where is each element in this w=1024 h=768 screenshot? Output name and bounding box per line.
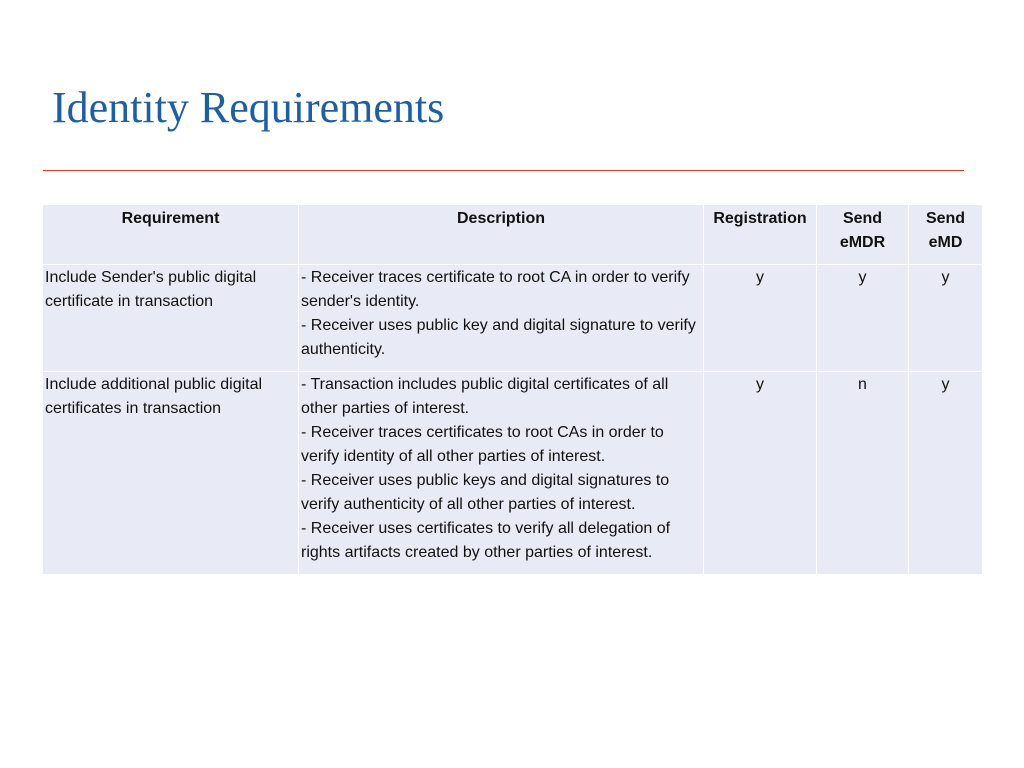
description-line: - Receiver uses public keys and digital signatures to verify authenticity of all other parties of interest.: [301, 472, 670, 513]
cell-send-emdr: n: [817, 372, 909, 575]
description-line: - Transaction includes public digital certificates of all other parties of interest.: [301, 376, 669, 417]
cell-registration: y: [704, 265, 817, 372]
cell-requirement: Include Sender's public digital certificate in transaction: [43, 265, 299, 372]
table-header-row: [43, 205, 983, 265]
description-line: - Receiver traces certificates to root CAs in order to verify identity of all other parties of interest.: [301, 424, 664, 465]
cell-send-emdr: y: [817, 265, 909, 372]
header-send-emd: Send eMD: [909, 205, 983, 265]
header-registration: Registration: [704, 205, 817, 265]
cell-description: [299, 265, 704, 372]
cell-send-emd: y: [909, 265, 983, 372]
table-row: [43, 265, 983, 372]
requirements-table: [42, 204, 983, 575]
header-requirement: Requirement: [43, 205, 299, 265]
description-line: - Receiver traces certificate to root CA in order to verify sender's identity.: [301, 269, 690, 310]
description-line: - Receiver uses public key and digital signature to verify authenticity.: [301, 317, 696, 358]
table-row: [43, 372, 983, 575]
description-line: - Receiver uses certificates to verify all delegation of rights artifacts created by other parties of interest.: [301, 520, 671, 561]
cell-send-emd: y: [909, 372, 983, 575]
title-divider: [43, 170, 964, 171]
cell-description: [299, 372, 704, 575]
slide-title: Identity Requirements: [52, 83, 445, 132]
header-send-emdr: Send eMDR: [817, 205, 909, 265]
header-description: Description: [299, 205, 704, 265]
cell-registration: y: [704, 372, 817, 575]
cell-requirement: Include additional public digital certificates in transaction: [43, 372, 299, 575]
